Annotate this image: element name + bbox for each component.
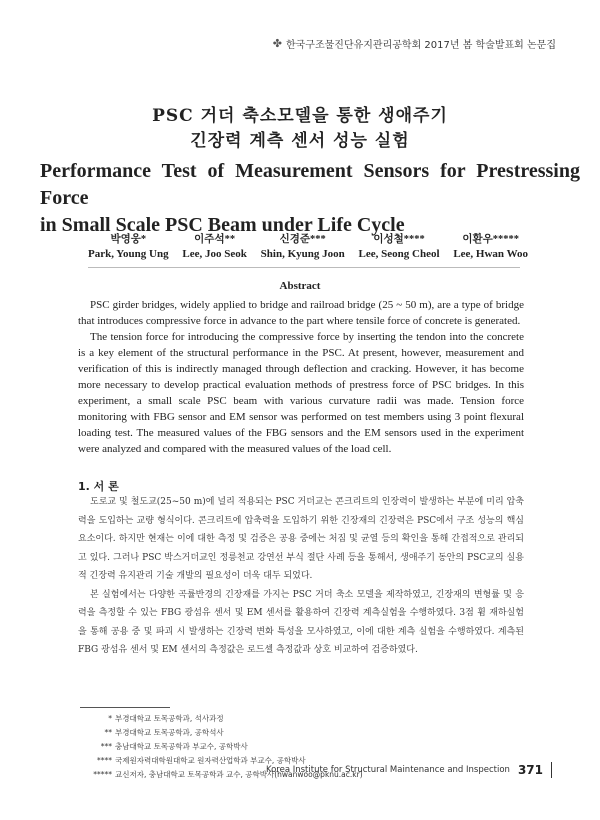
author (182, 231, 246, 260)
footnote-mark: ***** (93, 770, 112, 779)
footnote-text: 충남대학교 토목공학과 부교수, 공학박사 (115, 742, 248, 751)
author (88, 231, 169, 260)
clover-icon: ✤ (272, 37, 282, 50)
english-title-line-2: in Small Scale PSC Beam under Life Cycle (40, 214, 405, 236)
footnote (86, 726, 386, 740)
abstract-body (78, 297, 524, 457)
footnote-text: 국제원자력대학원대학교 원자력산업학과 부교수, 공학박사 (115, 756, 306, 765)
footer-bar (551, 762, 552, 778)
author-name-ko: 신경준*** (279, 234, 326, 245)
footnote-text: 부경대학교 토목공학과, 석사과정 (115, 714, 224, 723)
page-footer (0, 762, 552, 778)
author-name-en: Lee, Hwan Woo (453, 248, 528, 260)
footnote (86, 740, 386, 754)
footnote-text: 부경대학교 토목공학과, 공학석사 (115, 728, 224, 737)
footnote-mark: **** (97, 756, 112, 765)
footnote (86, 712, 386, 726)
body-paragraph: 본 실험에서는 다양한 곡률반경의 긴장재를 가지는 PSC 거더 축소 모델을 제작하였고, 긴장재의 변형률 및 응력을 측정할 수 있는 FBG 광섬유 센서 및 EM 센서를 활용하여 긴장력 계측실험을 수행하였다. 3점 휨 재하실험을 통해 공용 중 및 파괴 시 발생하는 긴장력 변화 특성을 모사하였고, 이에 대한 계측 실험을 수행하였다. 계측된 FBG 광섬유 센서 및 EM 센서의 측정값은 로드셀 측정값과 상호 비교하여 검증하였다. (78, 589, 524, 655)
author-name-en: Lee, Seong Cheol (358, 248, 440, 260)
author (359, 231, 440, 260)
english-title (40, 158, 580, 239)
korean-title-line-2: 긴장력 계측 센서 성능 실험 (190, 131, 410, 151)
section-body (78, 493, 524, 660)
footnote-text: 교신저자, 충남대학교 토목공학과 교수, 공학박사(hwanwoo@pknu.ac.kr) (115, 770, 363, 779)
author (453, 231, 528, 260)
abstract-heading: Abstract (279, 280, 321, 292)
footer-institute: Korea Institute for Structural Maintenance and Inspection (265, 765, 510, 775)
author-list (88, 231, 528, 260)
section-heading: 1. 서 론 (78, 480, 119, 493)
abstract-paragraph: The tension force for introducing the compressive force by inserting the tendon into the concrete is a key element of the structural performance in the PSC. At present, however, measurement and verification of this is indirectly managed through deflection and cracking. However, it has become more necessary to develop practical evaluation methods of prestress force of PSC bridges. In this experiment, a small scale PSC beam with various curvature radii was made. Tension force monitoring with FBG sensor and EM sensor was performed on test members using 3 point flexural loading test. The measured values of the FBG sensors and the EM sensors used in the experiment were analyzed and compared with the measured values of the load cell. (78, 331, 524, 455)
page-number: 371 (517, 763, 543, 777)
footnote-mark: * (108, 714, 112, 723)
footnote-mark: *** (100, 742, 112, 751)
divider (88, 267, 520, 268)
author-name-ko: 이환우***** (462, 234, 519, 245)
author-name-ko: 이주석** (194, 234, 236, 245)
author (261, 231, 345, 260)
author-name-en: Lee, Joo Seok (182, 248, 247, 260)
korean-title-line-1: PSC 거더 축소모델을 통한 생애주기 (152, 106, 448, 126)
author-name-en: Shin, Kyung Joon (260, 248, 345, 260)
footnote-mark: ** (104, 728, 112, 737)
body-paragraph: 도로교 및 철도교(25~50 m)에 널리 적용되는 PSC 거더교는 콘크리트의 인장력이 발생하는 부분에 미리 압축력을 도입하는 교량 형식이다. 콘크리트에 압축력을 도입하기 위한 긴장재의 긴장력은 PSC에서 구조 성능의 핵심 요소이다. 하지만 현재는 이에 대한 측정 및 검증은 공용 중에는 처짐 및 균열 등의 확인을 통해 간접적으로 관리되고 있다. 그러나 PSC 박스거더교인 정릉천교 강연선 부식 절단 사례 등을 통해서, 생애주기 동안의 PSC교의 실용적 긴장력 유지관리 기술 개발의 필요성이 더욱 대두 되었다. (78, 497, 524, 581)
english-title-line-1: Performance Test of Measurement Sensors for Prestressing Force (40, 160, 580, 209)
footnote-divider (80, 707, 170, 708)
running-header (273, 36, 556, 51)
author-name-ko: 박영웅* (110, 234, 147, 245)
author-name-ko: 이성철**** (373, 234, 425, 245)
author-name-en: Park, Young Ung (88, 248, 169, 260)
korean-title (0, 104, 600, 154)
abstract-paragraph: PSC girder bridges, widely applied to bridge and railroad bridge (25 ~ 50 m), are a type of bridge that introduces compressive force in advance to the part where tensile force of concrete is generated. (78, 299, 524, 327)
header-text: 한국구조물진단유지관리공학회 2017년 봄 학술발표회 논문집 (285, 40, 556, 51)
